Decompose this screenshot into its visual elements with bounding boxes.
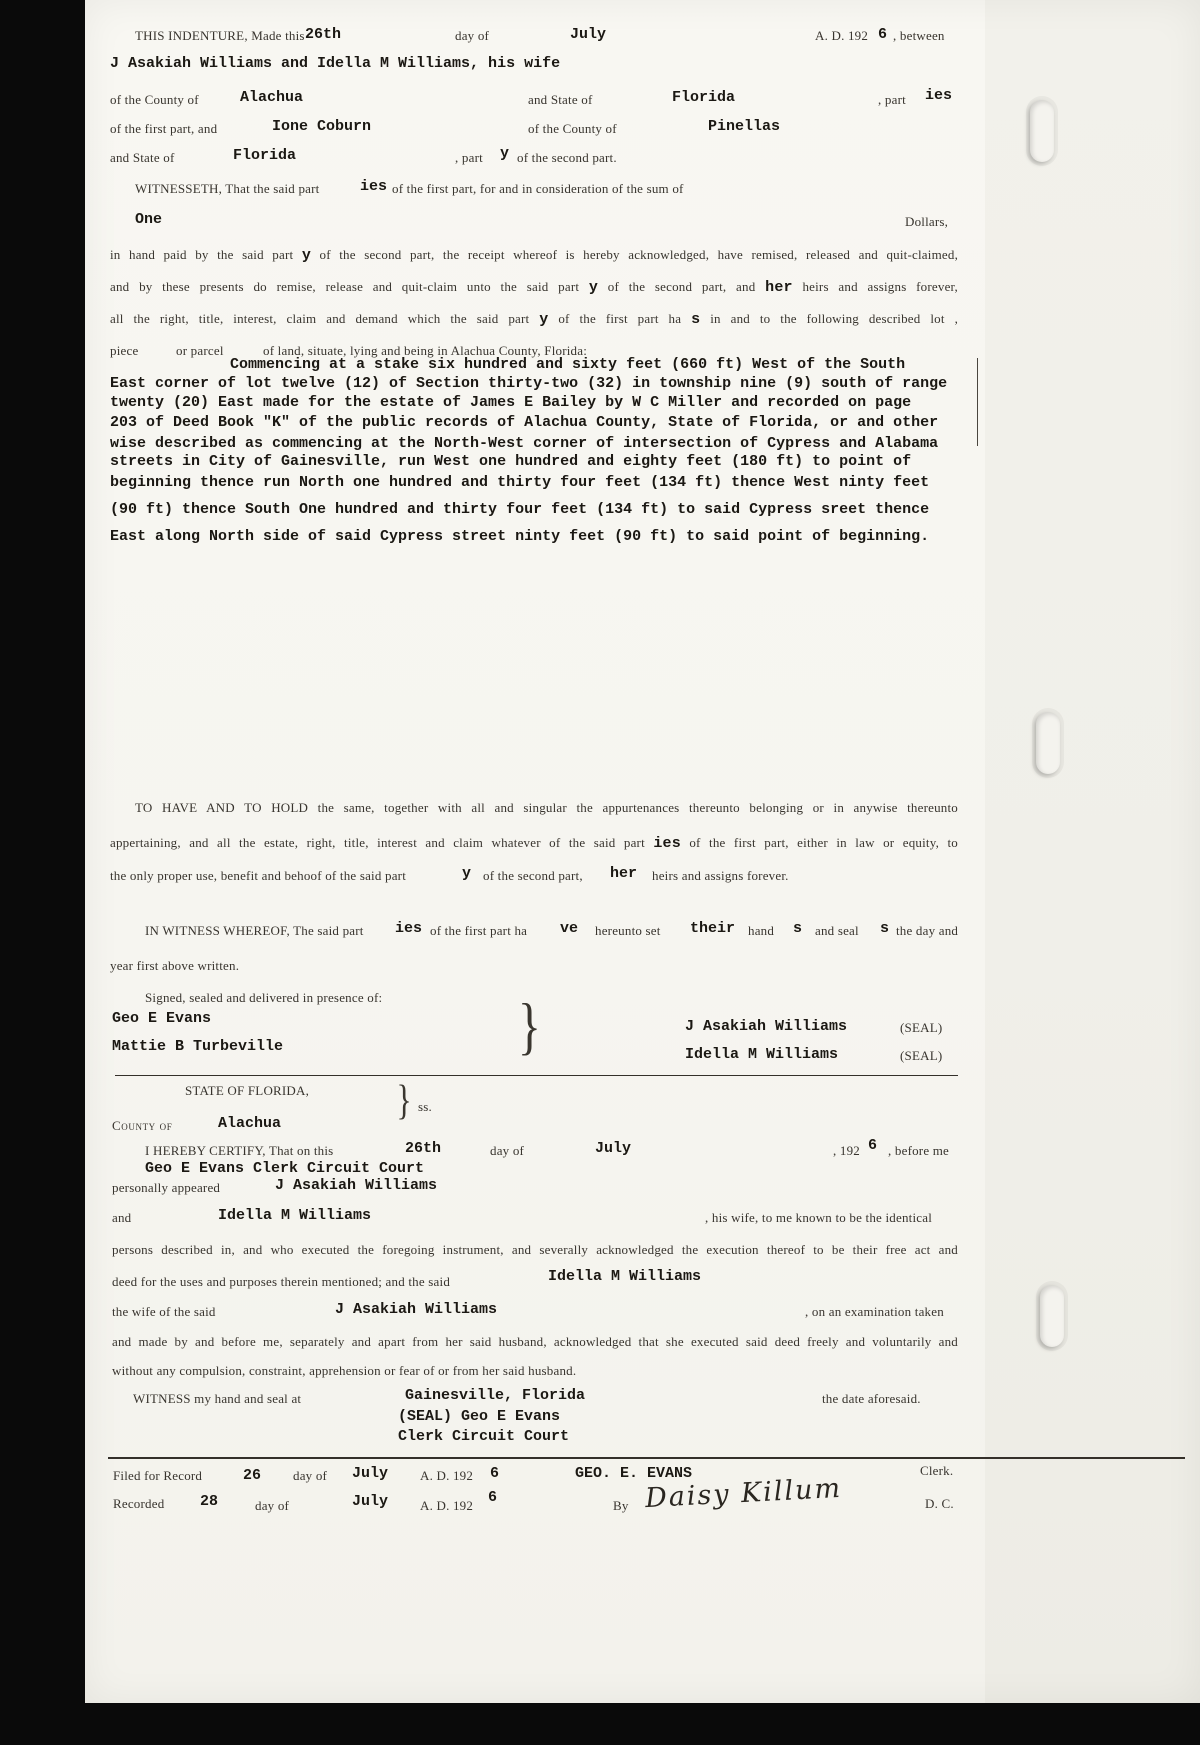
witness-line1-d: hand [748,923,775,938]
consideration-line2-a: and by these presents do remise, release and quit-claim unto the said part [110,279,580,294]
situate-label: of land, situate, lying and being in Alachua County, Florida: [263,343,588,358]
typed-clerk-name: GEO. E. EVANS [575,1465,693,1482]
consideration-line1-b: of the second part, the receipt whereof is hereby acknowledged, have remised, released and quit-claimed, [319,247,959,262]
typed-y-4: y [462,865,472,882]
habendum-line3-c: heirs and assigns forever. [652,868,789,883]
typed-para3-name: J Asakiah Williams [335,1301,498,1318]
typed-her-1: her [765,279,793,296]
part-label: , part [878,92,906,107]
typed-grantors: J Asakiah Williams and Idella M Williams, his wife [110,55,561,72]
section-divider [115,1075,958,1076]
witness-seal-at-label: WITNESS my hand and seal at [133,1391,302,1406]
typed-ies-4: ies [395,920,423,937]
typed-grantor-state: Florida [672,89,736,106]
witness-line1-f: the day and [896,923,959,938]
typed-month: July [570,26,607,43]
typed-their: their [690,920,736,937]
typed-part-ies: ies [925,87,953,104]
typed-part-y: y [500,145,510,162]
personally-appeared-label: personally appeared [112,1180,221,1195]
consideration-line1 [110,247,958,264]
typed-ack-year: 6 [868,1137,878,1154]
ack-para3-a-label: the wife of the said [112,1304,216,1319]
ss-label: ss. [418,1099,432,1114]
or-parcel-label: or parcel [176,343,224,358]
habendum-line2 [110,835,958,852]
typed-para2-name: Idella M Williams [548,1268,702,1285]
of-county2-label: of the County of [528,121,617,136]
ack-brace: } [396,1078,412,1124]
description-line: (90 ft) thence South One hundred and thirty four feet (134 ft) to said Cypress sreet thence [110,501,930,518]
typed-y-2: y [588,279,599,296]
typed-her-2: her [610,865,638,882]
ack-para3-b-label: , on an examination taken [805,1304,944,1319]
habendum-line3-b: of the second part, [483,868,583,883]
typed-wife-name: Idella M Williams [218,1207,372,1224]
habendum-line3-a: the only proper use, benefit and behoof of the said part [110,868,407,883]
typed-grantee-state: Florida [233,147,297,164]
typed-witness2: Mattie B Turbeville [112,1038,284,1055]
typed-recorded-day: 28 [200,1493,219,1510]
binder-hole-middle [1036,712,1060,774]
typed-officer: Geo E Evans Clerk Circuit Court [145,1160,425,1177]
witness-brace: } [517,990,541,1061]
consideration-line3 [110,311,958,328]
day-of-label: day of [455,28,490,43]
dc-label: D. C. [925,1496,954,1511]
consideration-line1-a: in hand paid by the said part [110,247,294,262]
typed-day: 26th [305,26,342,43]
typed-amount: One [135,211,163,228]
comma-192-label: , 192 [833,1143,860,1158]
habendum-line1: TO HAVE AND TO HOLD the same, together with all and singular the appurtenances thereunto belonging or in anywise thereunto [135,800,958,815]
binder-hole-top [1030,100,1054,162]
wife-tail-label: , his wife, to me known to be the identical [705,1210,933,1225]
consideration-line3-b: of the first part ha [558,311,682,326]
ack-day-of-label: day of [490,1143,525,1158]
recorded-ad-label: A. D. 192 [420,1498,474,1513]
typed-s-2: s [793,920,803,937]
ack-para1: persons described in, and who executed the foregoing instrument, and severally acknowledged the execution thereof to be their free act and [112,1242,958,1257]
typed-filed-day: 26 [243,1467,262,1484]
witness-line1-c: hereunto set [595,923,661,938]
typed-ack-county: Alachua [218,1115,282,1132]
and-state-label: and State of [528,92,593,107]
typed-clerk-line: Clerk Circuit Court [398,1428,570,1445]
second-part-label: of the second part. [517,150,617,165]
deputy-signature: Daisy Killum [644,1472,843,1515]
scan-left-band [0,0,85,1745]
typed-ack-month: July [595,1140,632,1157]
seal2-label: (SEAL) [900,1048,943,1063]
part2-label: , part [455,150,483,165]
indenture-intro: THIS INDENTURE, Made this [135,28,305,43]
piece-label: piece [110,343,139,358]
typed-signer1: J Asakiah Williams [685,1018,848,1035]
typed-grantee: Ione Coburn [272,118,372,135]
consideration-line3-a: all the right, title, interest, claim and demand which the said part [110,311,530,326]
presence-label: Signed, sealed and delivered in presence of: [145,990,383,1005]
witnesseth-tail: of the first part, for and in consideration of the sum of [392,181,684,196]
paper-right-margin [985,0,1200,1703]
typed-ies-3: ies [653,835,681,852]
typed-ack-day: 26th [405,1140,442,1157]
recorded-label: Recorded [113,1496,165,1511]
filed-ad-label: A. D. 192 [420,1468,474,1483]
typed-y-3: y [539,311,549,328]
recorded-day-of-label: day of [255,1498,290,1513]
typed-place: Gainesville, Florida [405,1387,586,1404]
county-of-label: County of [112,1118,173,1133]
consideration-line2-b: of the second part, and [607,279,756,294]
typed-filed-year: 6 [490,1465,500,1482]
date-aforesaid-label: the date aforesaid. [822,1391,921,1406]
description-line: streets in City of Gainesville, run West one hundred and eighty feet (180 ft) to point of [110,453,912,470]
typed-seal-line: (SEAL) Geo E Evans [398,1408,561,1425]
consideration-line2 [110,279,958,296]
typed-y-1: y [301,247,312,264]
description-line: twenty (20) East made for the estate of James E Bailey by W C Miller and recorded on page [110,394,912,411]
description-line: wise described as commencing at the North-West corner of intersection of Cypress and Alabama [110,435,939,452]
typed-grantor-county: Alachua [240,89,304,106]
filed-day-of-label: day of [293,1468,328,1483]
form-edge-line [977,358,978,446]
typed-ies-2: ies [360,178,388,195]
description-line: beginning thence run North one hundred and thirty four feet (134 ft) thence West ninty feet [110,474,930,491]
witness-line1-e: and seal [815,923,859,938]
before-me-label: , before me [888,1143,950,1158]
and-state2-label: and State of [110,150,175,165]
and-label: and [112,1210,132,1225]
typed-filed-month: July [352,1465,389,1482]
description-line: East corner of lot twelve (12) of Section thirty-two (32) in township nine (9) south of range [110,375,948,392]
typed-appeared-name: J Asakiah Williams [275,1177,438,1194]
binder-hole-bottom [1040,1285,1064,1347]
ack-para2-label: deed for the uses and purposes therein mentioned; and the said [112,1274,451,1289]
filing-divider [108,1457,1185,1459]
filed-label: Filed for Record [113,1468,203,1483]
typed-s-3: s [880,920,890,937]
certify-label: I HEREBY CERTIFY, That on this [145,1143,334,1158]
typed-recorded-year: 6 [488,1489,498,1506]
typed-ve: ve [560,920,579,937]
ad-192-label: A. D. 192 [815,28,869,43]
witnesseth-label: WITNESSETH, That the said part [135,181,320,196]
habendum-line2-a: appertaining, and all the estate, right, title, interest and claim whatever of the said part [110,835,645,850]
typed-recorded-month: July [352,1493,389,1510]
between-label: , between [893,28,945,43]
consideration-line3-c: in and to the following described lot [710,311,945,326]
state-of-label: STATE OF FLORIDA, [185,1083,310,1098]
witness-line2: year first above written. [110,958,240,973]
witness-line1-b: of the first part ha [430,923,528,938]
description-line: Commencing at a stake six hundred and sixty feet (660 ft) West of the South [230,356,906,373]
description-line: 203 of Deed Book "K" of the public records of Alachua County, State of Florida, or and other [110,414,939,431]
of-county-label: of the County of [110,92,199,107]
consideration-line3-comma: , [954,311,959,326]
scan-bottom-band [0,1703,1200,1745]
typed-grantee-county: Pinellas [708,118,781,135]
first-part-and-label: of the first part, and [110,121,218,136]
consideration-line2-c: heirs and assigns forever, [802,279,959,294]
typed-s-1: s [691,311,701,328]
ack-para4: and made by and before me, separately and apart from her said husband, acknowledged that she executed said deed freely and voluntarily and [112,1334,958,1349]
habendum-line2-b: of the first part, either in law or equity, to [689,835,958,850]
ack-para5: without any compulsion, constraint, apprehension or fear of or from her said husband. [112,1363,577,1378]
by-label: By [613,1498,629,1513]
seal1-label: (SEAL) [900,1020,943,1035]
dollars-label: Dollars, [905,214,949,229]
witness-line1-a: IN WITNESS WHEREOF, The said part [145,923,364,938]
typed-witness1: Geo E Evans [112,1010,212,1027]
typed-signer2: Idella M Williams [685,1046,839,1063]
clerk-label: Clerk. [920,1463,954,1478]
typed-year-digit: 6 [878,26,888,43]
description-line: East along North side of said Cypress street ninty feet (90 ft) to said point of beginning. [110,528,930,545]
